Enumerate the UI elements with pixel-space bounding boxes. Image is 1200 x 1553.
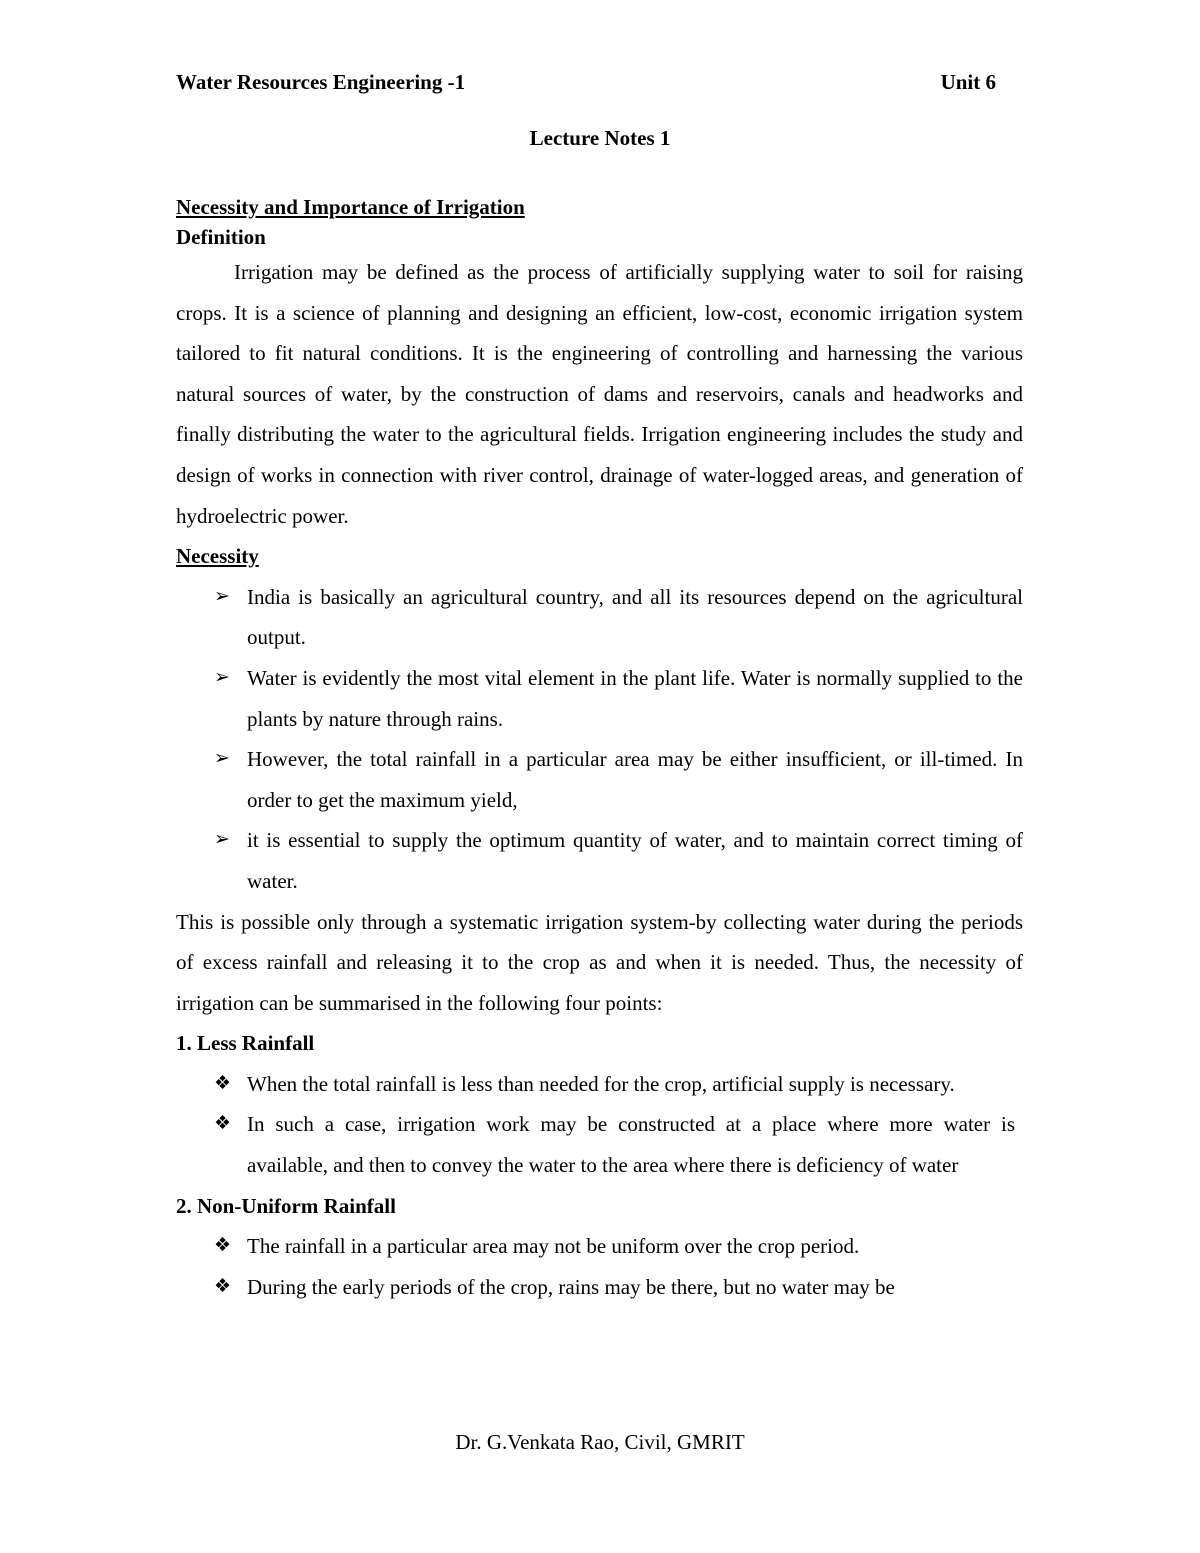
non-uniform-rainfall-title: 2. Non-Uniform Rainfall	[176, 1193, 396, 1218]
list-item-text: it is essential to supply the optimum quantity of water, and to maintain correct timing of water.	[247, 828, 1023, 893]
list-item	[176, 1104, 1023, 1185]
list-item-text: When the total rainfall is less than needed for the crop, artificial supply is necessary.	[247, 1071, 955, 1096]
non-uniform-rainfall-list	[176, 1226, 1023, 1307]
diamond-bullet-icon: ❖	[214, 1113, 232, 1135]
diamond-bullet-icon: ❖	[214, 1072, 232, 1094]
definition-title: Definition	[176, 225, 266, 249]
list-item-text: During the early periods of the crop, rains may be there, but no water may be	[247, 1274, 895, 1299]
header-course-title: Water Resources Engineering -1	[176, 70, 466, 94]
section-title: Necessity and Importance of Irrigation	[176, 195, 525, 219]
less-rainfall-list	[176, 1064, 1023, 1186]
list-item	[176, 739, 1023, 820]
necessity-list	[176, 577, 1023, 902]
list-item	[176, 1064, 1023, 1105]
arrow-bullet-icon: ➢	[214, 748, 230, 770]
list-item-text: However, the total rainfall in a particular area may be either insufficient, or ill-timed. In order to get the maximum yield,	[247, 747, 1023, 812]
arrow-bullet-icon: ➢	[214, 666, 230, 688]
diamond-bullet-icon: ❖	[214, 1235, 232, 1257]
page-footer: Dr. G.Venkata Rao, Civil, GMRIT	[455, 1430, 745, 1454]
list-item-text: Water is evidently the most vital element in the plant life. Water is normally supplied to the plants by nature through rains.	[247, 665, 1023, 731]
necessity-summary: This is possible only through a systematic irrigation system-by collecting water during the periods of excess rainfall and releasing it to the crop as and when it is needed. Thus, the necessity of irrigation can be summarised in the following four points:	[176, 909, 1023, 1015]
list-item-text: In such a case, irrigation work may be constructed at a place where more water is available, and then to convey the water to the area where there is deficiency of water	[247, 1112, 1015, 1178]
list-item	[176, 1267, 1023, 1308]
list-item	[176, 1226, 1023, 1267]
list-item	[176, 820, 1023, 901]
diamond-bullet-icon: ❖	[214, 1275, 232, 1297]
list-item-text: India is basically an agricultural country, and all its resources depend on the agricultural output.	[247, 584, 1023, 650]
page-header	[176, 70, 996, 100]
definition-paragraph: Irrigation may be defined as the process of artificially supplying water to soil for raising crops. It is a science of planning and designing an efficient, low-cost, economic irrigation system tailored to fit natural conditions. It is the engineering of controlling and harnessing the various natural sources of water, by the construction of dams and reservoirs, canals and headworks and finally distributing the water to the agricultural fields. Irrigation engineering includes the study and design of works in connection with river control, drainage of water-logged areas, and generation of hydroelectric power.	[176, 260, 1023, 528]
list-item-text: The rainfall in a particular area may not be uniform over the crop period.	[247, 1234, 860, 1259]
necessity-title: Necessity	[176, 544, 259, 569]
header-unit: Unit 6	[940, 70, 996, 94]
lecture-title: Lecture Notes 1	[529, 126, 671, 150]
list-item	[176, 577, 1023, 658]
arrow-bullet-icon: ➢	[214, 585, 230, 607]
less-rainfall-title: 1. Less Rainfall	[176, 1031, 315, 1056]
document-body	[176, 192, 1023, 1307]
list-item	[176, 658, 1023, 739]
arrow-bullet-icon: ➢	[214, 829, 230, 851]
